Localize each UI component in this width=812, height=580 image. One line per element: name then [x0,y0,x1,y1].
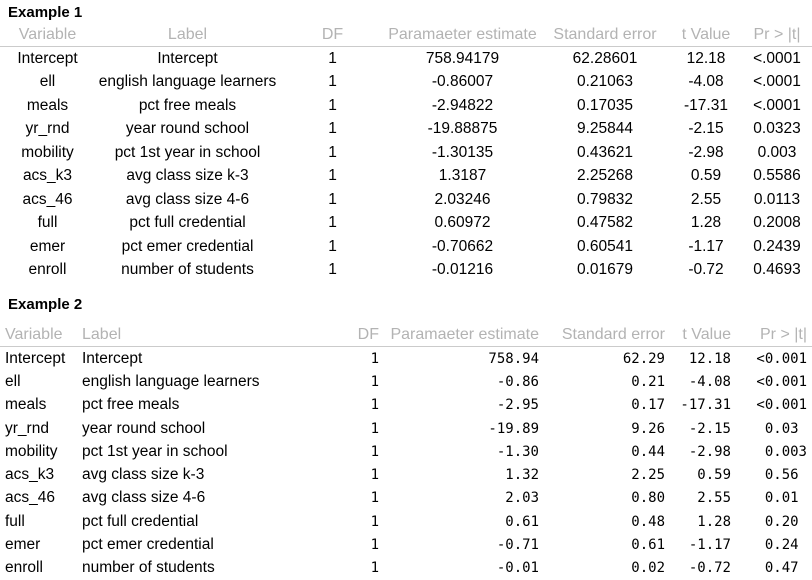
table-cell: 0.61 [505,513,539,530]
table-cell: -0.71 [496,537,539,554]
table-cell: 1 [328,73,337,91]
table-cell: -1.30135 [431,143,494,161]
table-cell: 12.18 [686,49,726,67]
table-cell: -0.01216 [431,261,494,279]
table-cell: 1 [370,537,379,554]
table-cell: avg class size k-3 [82,466,205,484]
table-cell: 0.60541 [576,237,634,255]
table-cell: Intercept [5,349,66,367]
table-cell: number of students [121,261,254,279]
table-cell: 1 [370,560,379,577]
table-cell: 0.47 [764,560,807,577]
table-cell: -19.88875 [427,120,498,138]
table-cell: 758.94 [488,350,539,367]
table-cell: emer [29,237,66,255]
table-row [0,141,812,165]
table-cell: -17.31 [680,397,731,414]
table-cell: pct free meals [82,396,180,414]
column-header-df: DF [350,317,379,347]
table-row [0,165,812,189]
table-cell: <0.001 [756,397,807,414]
table-row [0,259,812,283]
table-cell: english language learners [82,372,260,390]
table-cell: yr_rnd [5,419,49,437]
table-cell: 1 [328,96,337,114]
table-cell: 0.48 [631,513,665,530]
table-cell: 0.47582 [576,214,634,232]
table-cell: 0.79832 [576,190,634,208]
table-cell: pct full credential [82,512,199,530]
table-row [0,510,812,533]
table-cell: 758.94179 [425,49,500,67]
table-cell: 0.01 [764,490,807,507]
table-cell: -4.08 [688,373,731,390]
table-cell: 0.24 [764,537,807,554]
table-cell: -17.31 [684,96,728,114]
table-cell: -2.98 [688,443,731,460]
table-cell: 0.17 [631,397,665,414]
table-cell: avg class size k-3 [126,167,249,185]
table-cell: 1 [328,120,337,138]
table-cell: year round school [125,120,250,138]
table-cell: -2.95 [496,397,539,414]
table-cell: 62.29 [622,350,665,367]
table-row [0,440,812,463]
table-row [0,188,812,212]
table-row [0,557,812,580]
header-row [0,25,812,47]
table-cell: <0.001 [756,373,807,390]
table-cell: <.0001 [753,73,801,91]
table-cell: acs_46 [22,190,73,208]
table-cell: 1 [328,261,337,279]
example-2-section [0,282,812,580]
table-cell: 0.0323 [753,120,801,138]
table-cell: 1 [370,397,379,414]
table-row [0,370,812,393]
table-cell: -0.70662 [431,237,494,255]
table-cell: 0.03 [764,420,807,437]
table-cell: Intercept [82,349,143,367]
table-row [0,463,812,486]
table-cell: 9.26 [631,420,665,437]
table-cell: 2.25 [631,467,665,484]
table-cell: 1 [370,373,379,390]
table-cell: -4.08 [688,73,724,91]
table-cell: 0.17035 [576,96,634,114]
table-row [0,394,812,417]
table-cell: 0.4693 [753,261,801,279]
table-cell: 0.003 [764,443,807,460]
table-cell: pct free meals [138,96,237,114]
table-cell: 0.43621 [576,143,634,161]
table-cell: -2.98 [688,143,724,161]
table-cell: 0.21063 [576,73,634,91]
table-row [0,533,812,556]
table-cell: -19.89 [488,420,539,437]
column-header-label: Label [95,25,280,47]
header-row [0,317,812,347]
table-cell: -0.86 [496,373,539,390]
table-cell: -0.86007 [431,73,494,91]
table-cell: 1 [370,350,379,367]
table-cell: Intercept [17,49,78,67]
table-cell: 1 [328,49,337,67]
table-row [0,347,812,371]
table-cell: acs_k3 [22,167,73,185]
table-cell: Intercept [157,49,218,67]
table-row [0,94,812,118]
example-2-regression-table [0,317,812,580]
table-cell: 1.32 [505,467,539,484]
table-cell: 1 [328,190,337,208]
table-cell: 1 [328,167,337,185]
table-cell: 0.5586 [753,167,801,185]
table-cell: -0.01 [496,560,539,577]
table-cell: -1.17 [688,537,731,554]
table-cell: 1.3187 [438,167,487,185]
table-cell: -2.15 [688,420,731,437]
table-cell: enroll [5,559,43,577]
table-cell: 0.003 [757,143,797,161]
table-cell: 0.2439 [753,237,801,255]
example-1-section [0,0,812,282]
table-cell: emer [5,536,41,554]
table-cell: enroll [28,261,67,279]
table-cell: 1 [370,420,379,437]
column-header-pr-t: Pr > |t| [731,317,812,347]
example-2-title: Example 2 [8,296,83,313]
table-cell: 2.55 [697,490,731,507]
example-1-table-body [0,47,812,283]
example-2-table-body [0,347,812,580]
table-cell: full [37,214,58,232]
table-cell: 1.28 [690,214,722,232]
table-cell: 62.28601 [572,49,638,67]
example-1-regression-table [0,25,812,282]
table-cell: <.0001 [753,96,801,114]
table-cell: 9.25844 [576,120,634,138]
table-cell: 1 [370,443,379,460]
table-cell: 0.01679 [576,261,634,279]
table-cell: avg class size 4-6 [125,190,250,208]
column-header-variable: Variable [0,317,77,347]
table-cell: 1 [370,513,379,530]
table-cell: 0.02 [631,560,665,577]
table-cell: -1.17 [688,237,724,255]
column-header-variable: Variable [0,25,95,47]
table-cell: english language learners [98,73,277,91]
table-cell: 0.61 [631,537,665,554]
table-cell: mobility [5,442,58,460]
table-cell: 1 [370,490,379,507]
table-row [0,487,812,510]
column-header-df: DF [280,25,385,47]
table-cell: meals [26,96,69,114]
table-cell: pct 1st year in school [114,143,261,161]
table-row [0,118,812,142]
table-cell: 0.2008 [753,214,801,232]
table-cell: -1.30 [496,443,539,460]
table-cell: full [5,512,25,530]
table-cell: 2.55 [690,190,722,208]
table-cell: pct 1st year in school [82,442,228,460]
table-cell: mobility [21,143,74,161]
table-cell: <0.001 [756,350,807,367]
table-cell: meals [5,396,47,414]
table-cell: 1 [328,143,337,161]
table-row [0,417,812,440]
table-cell: acs_46 [5,489,55,507]
table-cell: 0.59 [697,467,731,484]
table-cell: 0.59 [690,167,722,185]
column-header-standard-error: Standard error [539,317,665,347]
table-cell: -0.72 [688,261,724,279]
column-header-standard-error: Standard error [540,25,670,47]
table-cell: -2.15 [688,120,724,138]
table-row [0,47,812,71]
table-cell: pct full credential [129,214,246,232]
table-cell: -0.72 [688,560,731,577]
table-cell: pct emer credential [121,237,254,255]
column-header-parameter-estimate: Paramaeter estimate [379,317,539,347]
column-header-parameter-estimate: Paramaeter estimate [385,25,540,47]
table-cell: 0.21 [631,373,665,390]
table-cell: 0.44 [631,443,665,460]
table-row [0,235,812,259]
table-cell: 0.0113 [753,190,801,208]
column-header-t-value: t Value [670,25,742,47]
column-header-t-value: t Value [665,317,731,347]
table-cell: acs_k3 [5,466,55,484]
table-cell: 1.28 [697,513,731,530]
table-cell: 0.80 [631,490,665,507]
table-row [0,212,812,236]
example-1-title: Example 1 [8,4,83,21]
table-cell: 0.60972 [434,214,491,232]
table-cell: year round school [82,419,206,437]
table-cell: 1 [328,237,337,255]
table-cell: avg class size 4-6 [82,489,206,507]
table-row [0,71,812,95]
table-cell: 2.25268 [576,167,634,185]
table-cell: ell [39,73,56,91]
table-cell: 12.18 [688,350,731,367]
table-cell: 1 [328,214,337,232]
table-cell: 1 [370,467,379,484]
table-cell: 2.03 [505,490,539,507]
table-cell: number of students [82,559,215,577]
column-header-pr-t: Pr > |t| [742,25,812,47]
table-cell: ell [5,372,21,390]
column-header-label: Label [77,317,350,347]
table-cell: -2.94822 [431,96,494,114]
table-cell: pct emer credential [82,536,214,554]
table-cell: 0.56 [764,467,807,484]
table-cell: 0.20 [764,513,807,530]
table-cell: yr_rnd [25,120,70,138]
table-cell: <.0001 [753,49,801,67]
table-cell: 2.03246 [434,190,491,208]
